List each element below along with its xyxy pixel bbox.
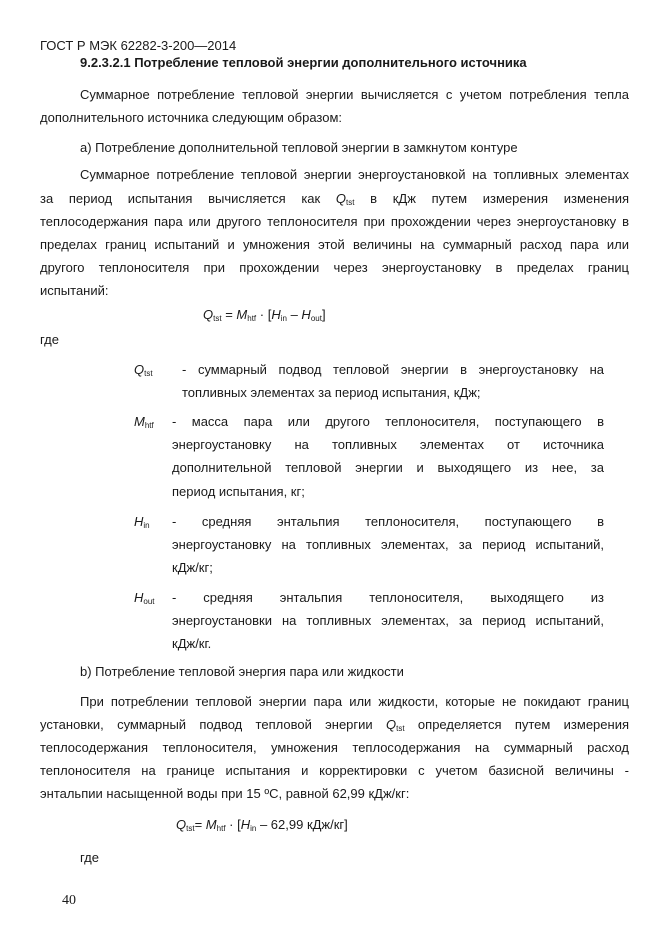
- para-a-line-4: пределах границ испытаний и умножения этой величины на суммарный расход пара или: [40, 237, 629, 252]
- para-b-line-2: [40, 717, 629, 733]
- para-b-line-3: теплосодержания теплоносителя, умножения теплосодержания на суммарный расход: [40, 740, 629, 755]
- item-a-heading: а) Потребление дополнительной тепловой энергии в замкнутом контуре: [80, 140, 518, 155]
- q-tst-inline: $Q_{tst}$: [335, 191, 355, 207]
- section-title: 9.2.3.2.1 Потребление тепловой энергии дополнительного источника: [80, 55, 527, 70]
- para-a-l2-post: в кДж путем измерения изменения: [370, 191, 630, 206]
- q-tst-inline-2: $Q_{tst}$: [386, 717, 405, 733]
- def-qtst-line-1: - суммарный подвод тепловой энергии в энергоустановку на: [182, 362, 604, 377]
- def-term-qtst: $Q_{tst}$: [134, 362, 153, 378]
- formula-2: $Q_{tst}= M_{htf} \cdot [H_{in} - 62,99$ кДж/кг]: [176, 817, 348, 833]
- def-term-mhtf: $M_{htf}$: [134, 414, 154, 430]
- where-label-2: где: [80, 850, 99, 865]
- def-hout-line-3: кДж/кг.: [172, 636, 212, 651]
- def-mhtf-line-2: энергоустановку на топливных элементах от источника: [172, 437, 604, 452]
- para-b-l2-pre: установки, суммарный подвод тепловой энергии: [40, 717, 373, 732]
- def-term-hin: $H_{in}$: [134, 514, 150, 530]
- def-mhtf-line-3: дополнительной тепловой энергии и выходящего из нее, за: [172, 460, 604, 475]
- page-number: 40: [62, 893, 76, 908]
- def-hout-line-2: энергоустановки на топливных элементах, за период испытаний,: [172, 613, 604, 628]
- def-mhtf-line-4: период испытания, кг;: [172, 484, 305, 499]
- def-qtst-line-2: топливных элементах за период испытания, кДж;: [182, 385, 481, 400]
- item-b-heading: b) Потребление тепловой энергия пара или жидкости: [80, 664, 404, 679]
- para-a-line-5: другого теплоносителя при прохождении через энергоустановку в пределах границ: [40, 260, 629, 275]
- formula-1: $Q_{tst} = M_{htf} \cdot [H_{in} - H_{out}]$: [203, 307, 326, 323]
- para-b-line-1: При потреблении тепловой энергии пара или жидкости, которые не покидают границ: [80, 694, 629, 709]
- para-a-line-3: теплосодержания пара или другого теплоносителя при прохождении через энергоустановку в: [40, 214, 629, 229]
- def-term-hout: $H_{out}$: [134, 590, 155, 606]
- def-hout-line-1: - средняя энтальпия теплоносителя, выходящего из: [172, 590, 604, 605]
- para-b-l2-post: определяется путем измерения: [417, 717, 629, 732]
- standard-header: ГОСТ Р МЭК 62282-3-200—2014: [40, 38, 237, 53]
- where-label-1: где: [40, 332, 59, 347]
- def-hin-line-2: энергоустановку на топливных элементах, за период испытаний,: [172, 537, 604, 552]
- para-a-line-6: испытаний:: [40, 283, 109, 298]
- para-a-l2-pre: за период испытания вычисляется как: [40, 191, 321, 206]
- def-hin-line-1: - средняя энтальпия теплоносителя, поступающего в: [172, 514, 604, 529]
- intro-line-2: дополнительного источника следующим образом:: [40, 110, 342, 125]
- intro-line-1: Суммарное потребление тепловой энергии вычисляется с учетом потребления тепла: [80, 87, 629, 102]
- para-b-line-4: теплоносителя на границе испытания и корректировки с учетом базисной величины -: [40, 763, 629, 778]
- para-b-line-5: энтальпии насыщенной воды при 15 ºС, равной 62,99 кДж/кг:: [40, 786, 410, 801]
- def-mhtf-line-1: - масса пара или другого теплоносителя, поступающего в: [172, 414, 604, 429]
- para-a-line-1: Суммарное потребление тепловой энергии энергоустановкой на топливных элементах: [80, 167, 629, 182]
- para-a-line-2: [40, 191, 629, 207]
- def-hin-line-3: кДж/кг;: [172, 560, 213, 575]
